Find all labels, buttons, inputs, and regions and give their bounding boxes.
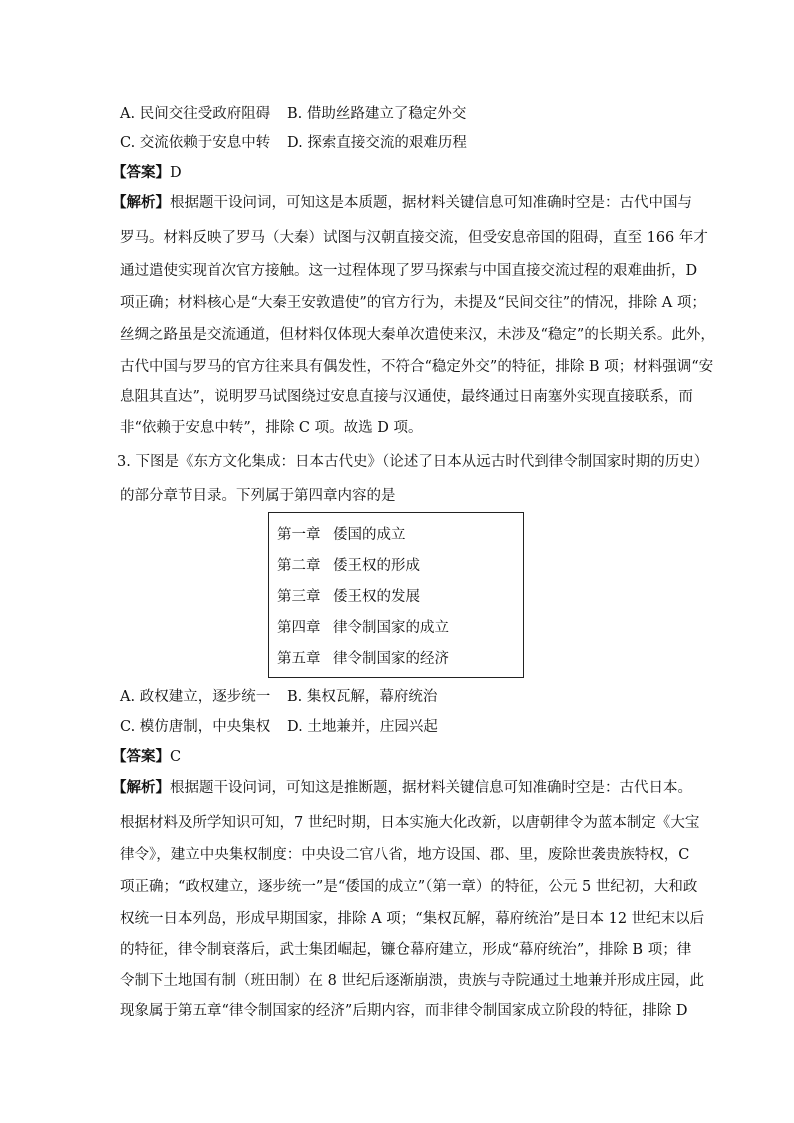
q3-options-row-1 [120,687,438,707]
toc-title: 倭王权的发展 [333,589,420,605]
q2-answer-value: D [170,165,182,181]
q2-analysis-line-2: 罗马。材料反映了罗马（大秦）试图与汉朝直接交流，但受安息帝国的阻碍，直至 166 年才 [120,230,708,246]
toc-box [268,512,524,678]
toc-chapter: 第二章 [277,558,321,574]
q2-analysis-label: 【解析】 [112,194,170,211]
q2-options-row-2 [120,133,467,153]
toc-chapter: 第一章 [277,527,321,543]
q3-options-row-2 [120,717,438,737]
toc-chapter: 第三章 [277,589,321,605]
q2-answer [112,163,182,183]
q3-stem-line-1: 3. 下图是《东方文化集成：日本古代史》（论述了日本从远古时代到律令制国家时期的历史） [117,454,709,470]
q3-stem-line-2: 的部分章节目录。下列属于第四章内容的是 [120,488,396,504]
q2-analysis-line-1 [112,193,692,213]
q3-analysis-line-6: 的特征，律令制衰落后，武士集团崛起，镰仓幕府建立，形成“幕府统治”，排除 B 项；律 [120,942,692,958]
q3-analysis-line-1 [112,778,692,798]
q3-answer [112,747,181,767]
toc-row-2 [277,556,420,576]
q2-option-b[interactable]: B. 借助丝路建立了稳定外交 [287,106,467,122]
q3-option-d[interactable]: D. 土地兼并，庄园兴起 [287,719,438,735]
q3-analysis-label: 【解析】 [112,779,170,796]
q2-analysis-line-6: 古代中国与罗马的官方往来具有偶发性，不符合“稳定外交”的特征，排除 B 项；材料强调“安 [120,359,714,375]
q3-analysis-line-7: 令制下土地国有制（班田制）在 8 世纪后逐渐崩溃，贵族与寺院通过土地兼并形成庄园，此 [120,973,704,989]
q2-analysis-text: 根据题干设问词，可知这是本质题，据材料关键信息可知准确时空是：古代中国与 [170,195,692,211]
toc-row-1 [277,525,406,545]
q2-analysis-line-4: 项正确；材料核心是“大秦王安敦遣使”的官方行为，未提及“民间交往”的情况，排除 A 项； [120,295,706,311]
q3-analysis-line-5: 权统一日本列岛，形成早期国家，排除 A 项；“集权瓦解，幕府统治”是日本 12 世纪末以后 [120,911,705,927]
q2-option-d[interactable]: D. 探索直接交流的艰难历程 [287,135,467,151]
q2-option-a[interactable]: A. 民间交往受政府阻碍 [120,106,271,122]
q3-analysis-line-4: 项正确；“政权建立，逐步统一”是“倭国的成立”（第一章）的特征，公元 5 世纪初，大和政 [120,879,698,895]
q3-option-c[interactable]: C. 模仿唐制，中央集权 [120,719,271,735]
q3-option-a[interactable]: A. 政权建立，逐步统一 [120,689,271,705]
toc-chapter: 第四章 [277,620,321,636]
toc-chapter: 第五章 [277,651,321,667]
q3-option-b[interactable]: B. 集权瓦解，幕府统治 [287,689,438,705]
toc-row-5 [277,649,449,669]
q3-analysis-line-8: 现象属于第五章“律令制国家的经济”后期内容，而非律令制国家成立阶段的特征，排除 D [120,1003,688,1019]
q2-analysis-line-7: 息阻其直达”，说明罗马试图绕过安息直接与汉通使，最终通过日南塞外实现直接联系，而 [120,389,693,405]
q2-answer-label: 【答案】 [112,164,170,181]
toc-title: 倭国的成立 [333,527,406,543]
q3-answer-value: C [170,749,182,765]
toc-title: 倭王权的形成 [333,558,420,574]
q3-analysis-line-2: 根据材料及所学知识可知，7 世纪时期，日本实施大化改新，以唐朝律令为蓝本制定《大宝 [120,815,700,831]
toc-row-3 [277,587,420,607]
q2-option-c[interactable]: C. 交流依赖于安息中转 [120,135,271,151]
q2-analysis-line-5: 丝绸之路虽是交流通道，但材料仅体现大秦单次遣使来汉，未涉及“稳定”的长期关系。此外， [120,327,715,343]
toc-title: 律令制国家的经济 [333,651,449,667]
q3-answer-label: 【答案】 [112,748,170,765]
q2-options-row-1 [120,104,467,124]
q3-analysis-text: 根据题干设问词，可知这是推断题，据材料关键信息可知准确时空是：古代日本。 [170,780,692,796]
toc-row-4 [277,618,449,638]
q2-analysis-line-8: 非“依赖于安息中转”，排除 C 项。故选 D 项。 [120,420,423,436]
toc-title: 律令制国家的成立 [333,620,449,636]
q3-analysis-line-3: 律令》，建立中央集权制度：中央设二官八省，地方设国、郡、里，废除世袭贵族特权，C [120,847,690,863]
q2-analysis-line-3: 通过遣使实现首次官方接触。这一过程体现了罗马探索与中国直接交流过程的艰难曲折，D [120,263,698,279]
